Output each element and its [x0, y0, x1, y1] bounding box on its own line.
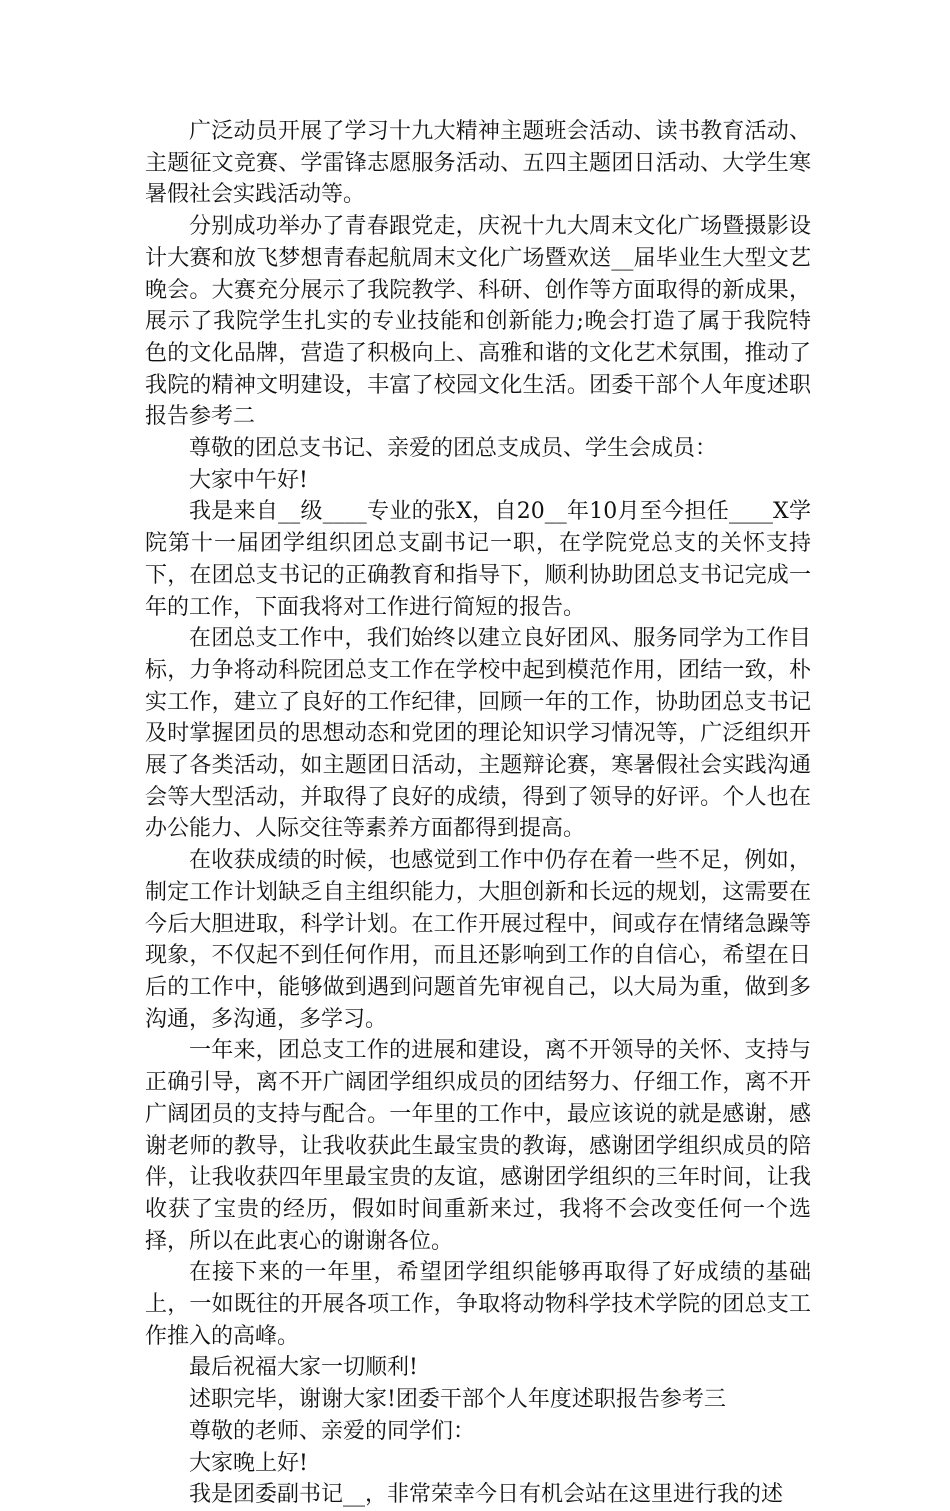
paragraph-gratitude: 一年来，团总支工作的进展和建设，离不开领导的关怀、支持与正确引导，离不开广阔团学组织成员的团结努力、仔细工作，离不开广阔团员的支持与配合。一年里的工作中，最应该说的就是感谢，感谢老师的教导，让我收获此生最宝贵的教诲，感谢团学组织成员的陪伴，让我收获四年里最宝贵的友谊，感谢团学组织的三年时间，让我收获了宝贵的经历，假如时间重新来过，我将不会改变任何一个选择，所以在此衷心的谢谢各位。 — [145, 1038, 811, 1254]
paragraph-greeting-noon: 大家中午好! — [189, 467, 308, 493]
paragraph-events: 分别成功举办了青春跟党走，庆祝十九大周末文化广场暨摄影设计大赛和放飞梦想青春起航周末文化广场暨欢送__届毕业生大型文艺晚会。大赛充分展示了我院教学、科研、创作等方面取得的新成果，展示了我院学生扎实的专业技能和创新能力;晚会打造了属于我院特色的文化品牌，营造了积极向上、高雅和谐的文化艺术氛围，推动了我院的精神文明建设，丰富了校园文化生活。团委干部个人年度述职报告参考二 — [145, 214, 811, 430]
paragraph-opening-2: 我是团委副书记__，非常荣幸今日有机会站在这里进行我的述 — [189, 1482, 784, 1508]
paragraph-work-summary: 在团总支工作中，我们始终以建立良好团风、服务同学为工作目标，力争将动科院团总支工作在学校中起到模范作用，团结一致，朴实工作，建立了良好的工作纪律，回顾一年的工作，协助团总支书记及时掌握团员的思想动态和党团的理论知识学习情况等，广泛组织开展了各类活动，如主题团日活动，主题辩论赛，寒暑假社会实践沟通会等大型活动，并取得了良好的成绩，得到了领导的好评。个人也在办公能力、人际交往等素养方面都得到提高。 — [145, 626, 811, 842]
paragraph-outlook: 在接下来的一年里，希望团学组织能够再取得了好成绩的基础上，一如既往的开展各项工作，争取将动物科学技术学院的团总支工作推入的高峰。 — [145, 1260, 811, 1349]
document-body — [145, 116, 811, 1511]
paragraph-greeting-evening: 大家晚上好! — [189, 1450, 308, 1476]
paragraph-salutation-2: 尊敬的老师、亲爱的同学们： — [189, 1418, 476, 1444]
paragraph-shortcomings: 在收获成绩的时候，也感觉到工作中仍存在着一些不足，例如，制定工作计划缺乏自主组织能力，大胆创新和长远的规划，这需要在今后大胆进取，科学计划。在工作开展过程中，间或存在情绪急躁等现象，不仅起不到任何作用，而且还影响到工作的自信心，希望在日后的工作中，能够做到遇到问题首先审视自己，以大局为重，做到多沟通，多沟通，多学习。 — [145, 848, 811, 1032]
paragraph-blessing: 最后祝福大家一切顺利! — [189, 1355, 418, 1381]
paragraph-introduction: 我是来自__级____专业的张X，自20__年10月至今担任____X学院第十一届团学组织团总支副书记一职，在学院党总支的关怀支持下，在团总支书记的正确教育和指导下，顺利协助团总支书记完成一年的工作，下面我将对工作进行简短的报告。 — [145, 499, 811, 620]
paragraph-activities: 广泛动员开展了学习十九大精神主题班会活动、读书教育活动、主题征文竞赛、学雷锋志愿服务活动、五四主题团日活动、大学生寒暑假社会实践活动等。 — [145, 119, 811, 208]
paragraph-salutation: 尊敬的团总支书记、亲爱的团总支成员、学生会成员： — [189, 436, 718, 462]
paragraph-closing: 述职完毕，谢谢大家!团委干部个人年度述职报告参考三 — [189, 1387, 726, 1413]
